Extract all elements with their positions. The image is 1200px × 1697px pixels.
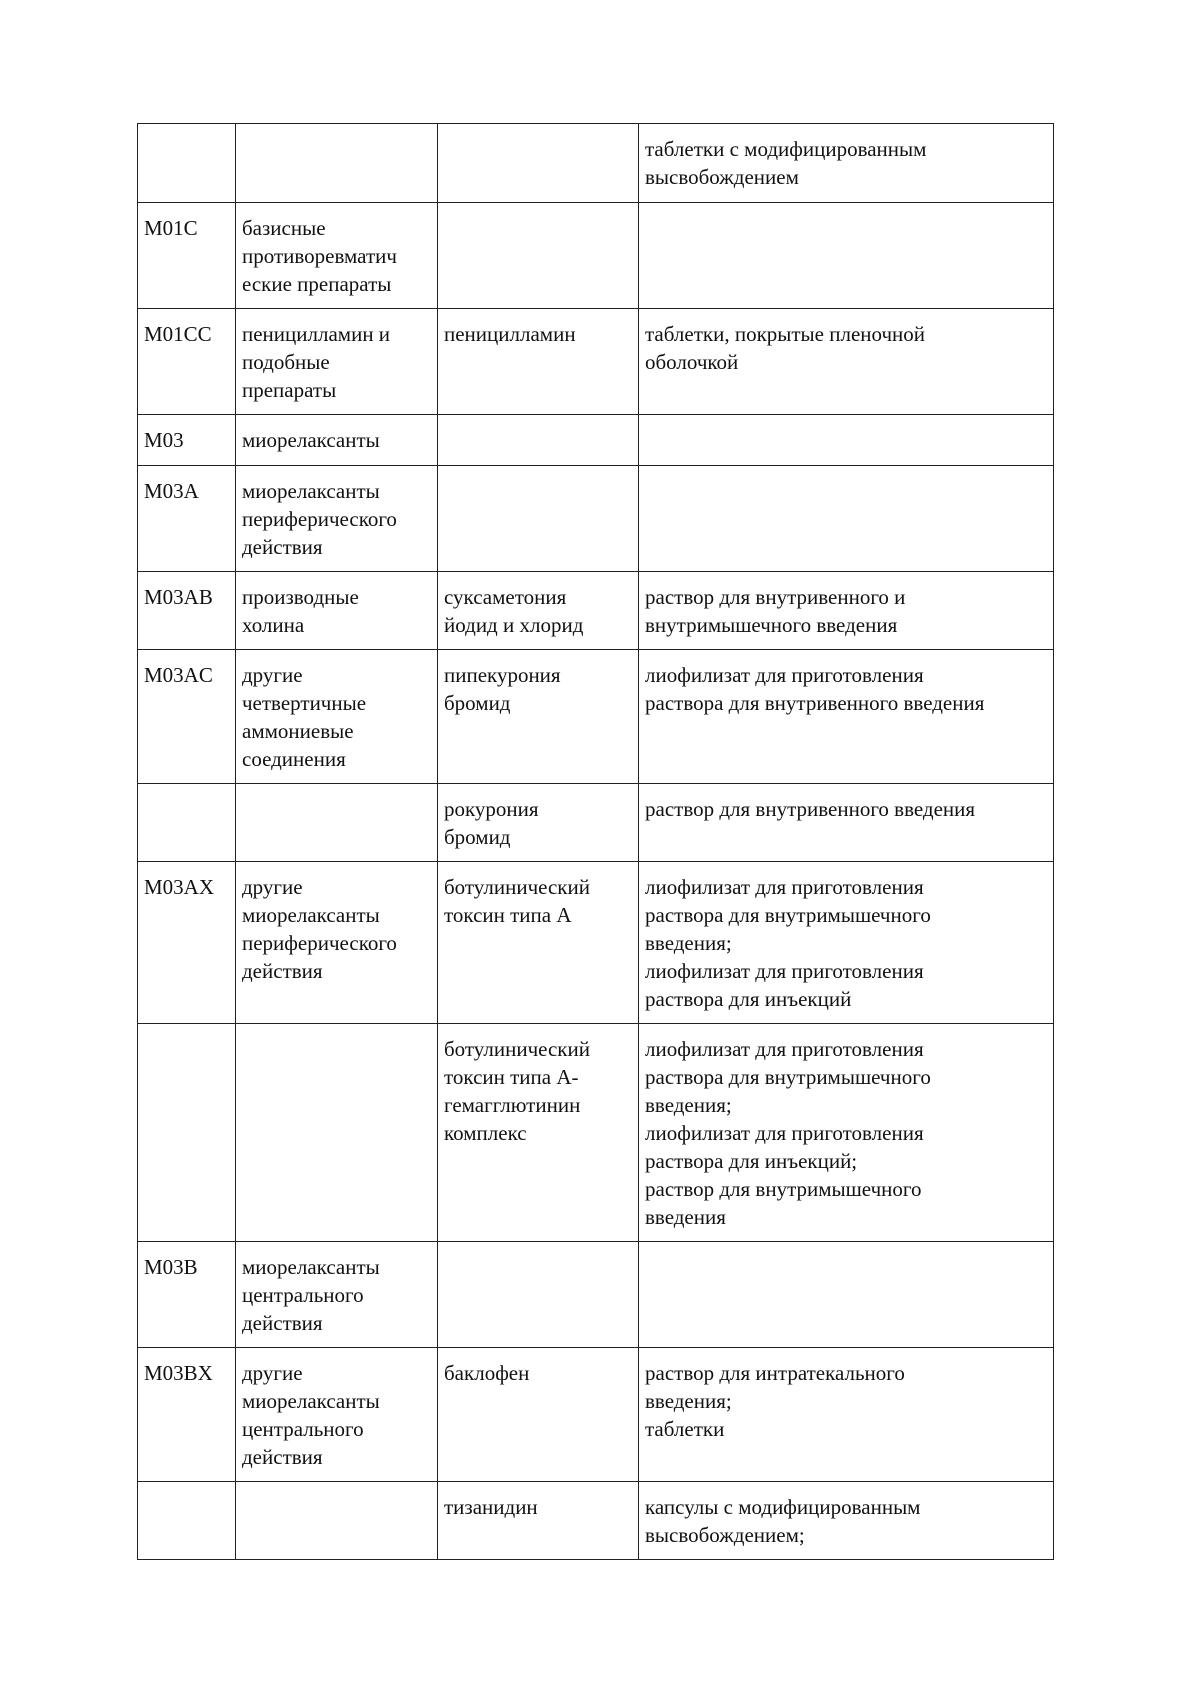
group-cell: другие миорелаксанты периферического действия — [236, 862, 438, 1024]
table-row — [138, 650, 1054, 784]
group-cell — [236, 1482, 438, 1560]
dosage-form-cell: таблетки, покрытые пленочной оболочкой — [639, 309, 1054, 415]
dosage-form-cell — [639, 203, 1054, 309]
dosage-form-cell: лиофилизат для приготовления раствора для внутривенного введения — [639, 650, 1054, 784]
atc-code-cell: M03AC — [138, 650, 236, 784]
group-cell: пеницилламин и подобные препараты — [236, 309, 438, 415]
substance-cell: тизанидин — [438, 1482, 639, 1560]
table-row — [138, 309, 1054, 415]
dosage-form-cell: раствор для внутривенного и внутримышечного введения — [639, 572, 1054, 650]
dosage-form-cell: раствор для внутривенного введения — [639, 784, 1054, 862]
table-row — [138, 466, 1054, 572]
atc-code-cell: M03B — [138, 1242, 236, 1348]
table-row — [138, 1242, 1054, 1348]
group-cell: миорелаксанты периферического действия — [236, 466, 438, 572]
atc-code-cell: M03A — [138, 466, 236, 572]
atc-code-cell — [138, 1482, 236, 1560]
dosage-form-cell — [639, 1242, 1054, 1348]
drug-classification-table — [137, 123, 1054, 1560]
group-cell: базисные противоревматич еские препараты — [236, 203, 438, 309]
group-cell: производные холина — [236, 572, 438, 650]
atc-code-cell — [138, 1024, 236, 1242]
table-row — [138, 572, 1054, 650]
atc-code-cell: M01CC — [138, 309, 236, 415]
atc-code-cell: M03 — [138, 415, 236, 466]
substance-cell: баклофен — [438, 1348, 639, 1482]
dosage-form-cell: раствор для интратекального введения; таблетки — [639, 1348, 1054, 1482]
atc-code-cell: M03AX — [138, 862, 236, 1024]
substance-cell: пипекурония бромид — [438, 650, 639, 784]
substance-cell: ботулинический токсин типа A- гемагглютинин комплекс — [438, 1024, 639, 1242]
substance-cell — [438, 1242, 639, 1348]
atc-code-cell — [138, 784, 236, 862]
substance-cell: рокурония бромид — [438, 784, 639, 862]
table-row — [138, 203, 1054, 309]
dosage-form-cell: лиофилизат для приготовления раствора для внутримышечного введения; лиофилизат для приготовления раствора для инъекций; раствор для внутримышечного введения — [639, 1024, 1054, 1242]
substance-cell — [438, 203, 639, 309]
substance-cell — [438, 415, 639, 466]
group-cell: миорелаксанты центрального действия — [236, 1242, 438, 1348]
dosage-form-cell: лиофилизат для приготовления раствора для внутримышечного введения; лиофилизат для приготовления раствора для инъекций — [639, 862, 1054, 1024]
substance-cell: суксаметония йодид и хлорид — [438, 572, 639, 650]
substance-cell: пеницилламин — [438, 309, 639, 415]
group-cell — [236, 124, 438, 203]
substance-cell — [438, 466, 639, 572]
table-row — [138, 415, 1054, 466]
dosage-form-cell: таблетки с модифицированным высвобождением — [639, 124, 1054, 203]
table-row — [138, 862, 1054, 1024]
table-row — [138, 124, 1054, 203]
group-cell: другие четвертичные аммониевые соединения — [236, 650, 438, 784]
group-cell — [236, 784, 438, 862]
table-row — [138, 1348, 1054, 1482]
dosage-form-cell: капсулы с модифицированным высвобождением; — [639, 1482, 1054, 1560]
table-row — [138, 1024, 1054, 1242]
substance-cell — [438, 124, 639, 203]
atc-code-cell: M03BX — [138, 1348, 236, 1482]
table-row — [138, 784, 1054, 862]
dosage-form-cell — [639, 415, 1054, 466]
group-cell: миорелаксанты — [236, 415, 438, 466]
atc-code-cell: M03AB — [138, 572, 236, 650]
atc-code-cell — [138, 124, 236, 203]
substance-cell: ботулинический токсин типа A — [438, 862, 639, 1024]
group-cell — [236, 1024, 438, 1242]
table-row — [138, 1482, 1054, 1560]
dosage-form-cell — [639, 466, 1054, 572]
group-cell: другие миорелаксанты центрального действия — [236, 1348, 438, 1482]
atc-code-cell: M01C — [138, 203, 236, 309]
